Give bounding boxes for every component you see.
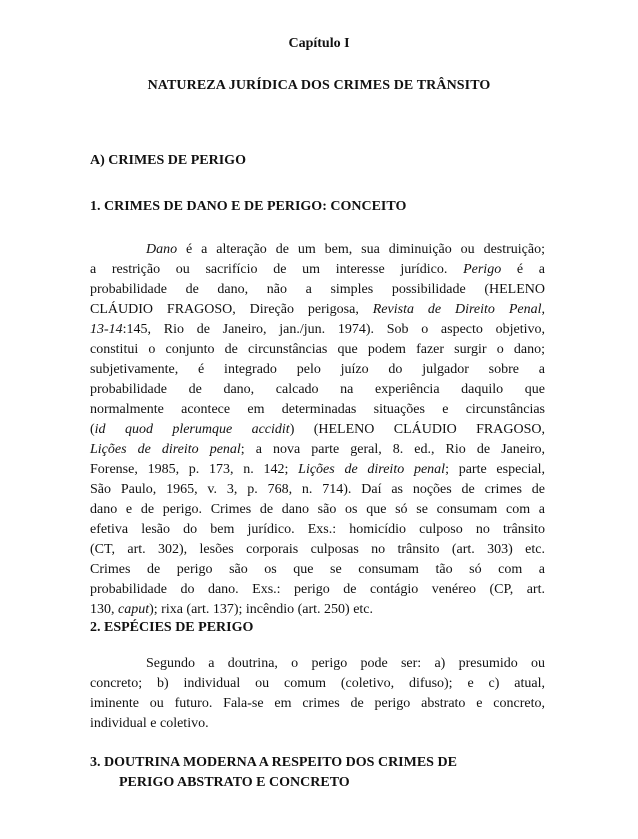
text-line: constitui o conjunto de circunstâncias que podem fazer surgir o dano; xyxy=(90,342,545,357)
section-heading-1: 1. CRIMES DE DANO E DE PERIGO: CONCEITO xyxy=(90,199,407,214)
paragraph-1 xyxy=(90,240,545,620)
text-line: probabilidade de dano, calcado na experiência daquilo que xyxy=(90,382,545,397)
section-heading-3-line1: 3. DOUTRINA MODERNA A RESPEITO DOS CRIMES DE xyxy=(90,755,457,770)
text-span: Forense, 1985, p. 173, n. 142; xyxy=(90,462,299,477)
text-span: ; a nova parte geral, 8. ed., Rio de Janeiro, xyxy=(240,442,545,457)
text-span: ); rixa (art. 137); incêndio (art. 250) etc. xyxy=(149,602,374,617)
paragraph-2 xyxy=(90,654,545,734)
italic-term: Dano xyxy=(146,242,178,257)
text-span: :145, Rio de Janeiro, jan./jun. 1974). Sob o aspecto objetivo, xyxy=(122,322,545,337)
text-line: São Paulo, 1965, v. 3, p. 768, n. 714). Daí as noções de crimes de xyxy=(90,482,545,497)
italic-term: Lições de direito penal xyxy=(298,462,446,477)
text-line: Crimes de perigo são os que se consumam tão só com a xyxy=(90,562,545,577)
italic-term: Lições de direito penal xyxy=(90,442,241,457)
chapter-label: Capítulo I xyxy=(288,36,350,51)
text-span: ( xyxy=(90,422,95,437)
text-span: CLÁUDIO FRAGOSO, Direção perigosa, xyxy=(90,302,373,317)
text-span: é a xyxy=(501,262,545,277)
text-span: ) (HELENO CLÁUDIO FRAGOSO, xyxy=(289,422,545,437)
italic-term: Perigo xyxy=(463,262,502,277)
section-heading-3-line2: PERIGO ABSTRATO E CONCRETO xyxy=(119,775,350,790)
section-heading-a: A) CRIMES DE PERIGO xyxy=(90,153,246,168)
text-line: individual e coletivo. xyxy=(90,716,209,731)
text-span: , xyxy=(541,302,546,317)
text-line: probabilidade de dano, não a simples possibilidade (HELENO xyxy=(90,282,545,297)
text-line: Segundo a doutrina, o perigo pode ser: a) presumido ou xyxy=(146,656,545,671)
text-line: concreto; b) individual ou comum (coletivo, difuso); e c) atual, xyxy=(90,676,545,691)
text-span: a restrição ou sacrifício de um interesse jurídico. xyxy=(90,262,464,277)
text-line: dano e de perigo. Crimes de dano são os que só se consumam com a xyxy=(90,502,545,517)
italic-term: Revista de Direito Penal xyxy=(372,302,542,317)
text-line xyxy=(90,300,545,320)
text-line xyxy=(90,460,545,480)
text-span: é a alteração de um bem, sua diminuição ou destruição; xyxy=(177,242,545,257)
text-line: subjetivamente, é integrado pelo juízo do julgador sobre a xyxy=(90,362,545,377)
italic-term: caput xyxy=(118,602,150,617)
text-line xyxy=(90,240,545,260)
text-line: efetiva lesão do bem jurídico. Exs.: homicídio culposo no trânsito xyxy=(90,522,545,537)
text-line xyxy=(90,420,545,440)
text-line: (CT, art. 302), lesões corporais culposas no trânsito (art. 303) etc. xyxy=(90,542,545,557)
section-heading-2: 2. ESPÉCIES DE PERIGO xyxy=(90,620,254,635)
text-line xyxy=(90,260,545,280)
text-line: probabilidade do dano. Exs.: perigo de contágio venéreo (CP, art. xyxy=(90,582,545,597)
text-span: 130, xyxy=(90,602,118,617)
chapter-title: NATUREZA JURÍDICA DOS CRIMES DE TRÂNSITO xyxy=(147,78,491,93)
text-line xyxy=(90,600,545,620)
italic-term: 13-14 xyxy=(90,322,123,337)
text-line: normalmente acontece em determinadas situações e circunstâncias xyxy=(90,402,545,417)
text-line xyxy=(90,320,545,340)
text-line: iminente ou futuro. Fala-se em crimes de perigo abstrato e concreto, xyxy=(90,696,545,711)
italic-term: id quod plerumque accidit xyxy=(94,422,290,437)
text-span: ; parte especial, xyxy=(445,462,545,477)
section-heading-3 xyxy=(90,753,457,793)
text-line xyxy=(90,440,545,460)
